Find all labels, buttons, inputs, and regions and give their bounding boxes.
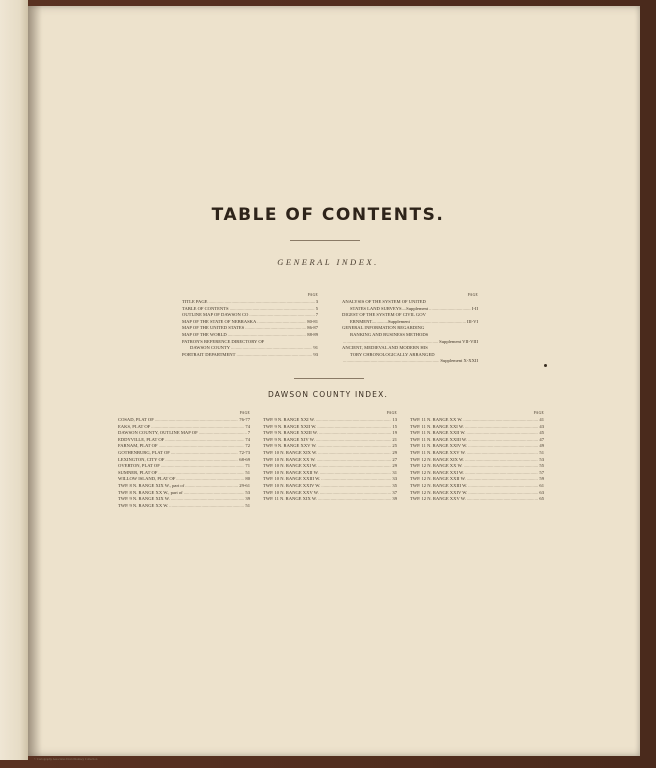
entry-label: EAKS, PLAT OF [118,423,151,429]
entry-page-number: 63 [539,489,544,495]
entry-label: TWP. 11 N. RANGE XX W. [410,417,463,422]
entry-page-number: 71 [245,463,250,469]
index-entry [118,424,250,431]
leader-dots [321,476,391,483]
leader-dots [245,325,306,332]
leader-dots [228,332,307,339]
index-entry [118,450,250,457]
entry-label: BANKING AND BUSINESS METHODS [350,331,429,337]
index-entry [342,299,478,306]
leader-dots [171,496,245,503]
entry-page-number: 47 [539,436,544,442]
index-entry [263,417,397,424]
entry-label: OUTLINE MAP OF DAWSON CO [182,312,249,318]
index-entry [118,503,250,510]
general-index-right-column [342,292,478,365]
index-entry [118,483,250,490]
entry-label: TWP. 12 N. RANGE XXI W. [410,469,465,475]
book-page [28,6,640,756]
entry-label: TWP. 12 N. RANGE XXIV W. [410,489,468,495]
left-page-edge [0,0,28,760]
entry-page-number: 33 [392,476,397,482]
leader-dots [429,306,471,313]
index-entry [118,417,250,424]
leader-dots [321,483,391,490]
entry-label: TWP. 8 N. RANGE XIX W., part of [118,482,185,488]
leader-dots [199,430,247,437]
entry-page-number: 45 [539,430,544,436]
entry-label: TWP. 12 N. RANGE XX W. [410,463,463,469]
entry-label: COSAD, PLAT OF [118,417,154,422]
section-divider [294,378,364,379]
leader-dots [176,476,244,483]
page-column-header: PAGE [386,411,397,415]
entry-page-number: III-VI [467,318,478,324]
title-divider [290,240,360,241]
leader-dots [427,312,477,319]
entry-label: TWP. 11 N. RANGE XXV W. [410,449,466,455]
leader-dots [467,476,539,483]
entry-page-number: Supplement X-XXII [440,358,478,364]
entry-page-number: 88-89 [307,331,318,337]
entry-page-number: 39 [392,496,397,502]
index-entry [182,352,318,359]
leader-dots [319,430,392,437]
entry-page-number: 80-81 [307,318,318,324]
entry-page-number: 51 [245,502,250,508]
index-entry [410,443,544,450]
index-entry [263,470,397,477]
entry-page-number: 72-73 [239,449,250,455]
entry-label: DAWSON COUNTY, OUTLINE MAP OF [118,430,198,436]
entry-page-number: 29 [392,463,397,469]
index-entry [342,332,478,339]
index-entry [410,463,544,470]
entry-label: TWP. 9 N. RANGE XXII W. [263,423,317,429]
index-entry [118,443,250,450]
index-entry [342,312,478,319]
entry-label: DIGEST OF THE SYSTEM OF CIVIL GOV [342,312,426,318]
index-entry [410,470,544,477]
entry-label: TWP. 12 N. RANGE XIX W. [410,456,465,462]
leader-dots [411,319,466,326]
leader-dots [467,496,539,503]
index-entry [342,306,478,313]
entry-label: LEXINGTON, CITY OF [118,456,165,462]
index-entry [342,319,478,326]
entry-page-number: 68-69 [239,456,250,462]
leader-dots [184,490,245,497]
leader-dots [165,457,238,464]
index-entry [182,306,318,313]
leader-dots [249,312,314,319]
entry-label: TWP. 10 N. RANGE XXI W. [263,463,318,469]
entry-label: ANCIENT, MEDIEVAL AND MODERN HIS [342,345,428,351]
index-entry [410,496,544,503]
entry-page-number: 27 [392,456,397,462]
entry-page-number: 5 [315,305,318,311]
page-column-header: PAGE [307,293,318,297]
entry-page-number: 57 [539,469,544,475]
entry-page-number: 15 [392,423,397,429]
leader-dots [465,424,538,431]
leader-dots [343,339,438,346]
index-entry [410,424,544,431]
index-entry [118,476,250,483]
index-entry [118,437,250,444]
entry-label: TORY CHRONOLOGICALLY ARRANGED [350,351,435,357]
entry-label: WILLOW ISLAND, PLAT OF [118,476,176,482]
leader-dots [468,443,538,450]
entry-page-number: 29-61 [239,482,250,488]
entry-label: TWP. 10 N. RANGE XXIII W. [263,476,321,482]
index-entry [263,496,397,503]
index-entry [263,430,397,437]
entry-label: TWP. 9 N. RANGE XIX W. [118,496,170,502]
entry-label: TWP. 12 N. RANGE XXII W. [410,476,466,482]
entry-page-number: 19 [392,430,397,436]
collection-credit: © Cartography Associates David Rumsey Collection [34,757,98,761]
index-entry [263,443,397,450]
entry-label: TWP. 12 N. RANGE XXV W. [410,496,466,502]
entry-page-number: 74 [245,423,250,429]
entry-page-number: 7 [247,430,250,436]
entry-label: TWP. 11 N. RANGE XXII W. [410,430,466,436]
page-mark [544,364,547,367]
leader-dots [468,437,538,444]
index-entry [342,358,478,365]
index-entry [118,470,250,477]
entry-page-number: 72 [245,443,250,449]
leader-dots [436,352,477,359]
leader-dots [165,437,244,444]
page-column-header: PAGE [239,411,250,415]
leader-dots [316,417,392,424]
leader-dots [468,490,538,497]
entry-page-number: 35 [392,482,397,488]
entry-label: TWP. 8 N. RANGE XX W., part of [118,489,183,495]
leader-dots [171,450,238,457]
entry-label: FARNAM, PLAT OF [118,443,158,449]
leader-dots [468,483,538,490]
entry-page-number: I-II [471,305,478,311]
dawson-index-column-2 [263,410,397,503]
entry-page-number: 43 [539,423,544,429]
leader-dots [467,450,539,457]
entry-label: TWP. 10 N. RANGE XXV W. [263,489,319,495]
index-entry [263,424,397,431]
index-entry [118,457,250,464]
leader-dots [318,450,391,457]
entry-label: PORTRAIT DEPARTMENT [182,351,236,357]
leader-dots [151,424,244,431]
index-entry [263,457,397,464]
index-entry [182,339,318,346]
entry-label: TWP. 11 N. RANGE XIX W. [263,496,317,502]
entry-label: TWP. 9 N. RANGE XXI W. [263,417,315,422]
entry-page-number: 51 [245,469,250,475]
entry-page-number: 61 [539,482,544,488]
entry-label: TWP. 10 N. RANGE XXIV W. [263,482,321,488]
page-column-header: PAGE [467,293,478,297]
leader-dots [158,470,244,477]
entry-label: TWP. 9 N. RANGE XX W. [118,502,169,508]
dawson-county-index-title: DAWSON COUNTY INDEX. [267,390,389,399]
leader-dots [320,470,392,477]
index-entry [410,437,544,444]
leader-dots [169,503,244,510]
index-entry [182,332,318,339]
entry-label: DAWSON COUNTY [190,345,231,351]
index-entry [410,457,544,464]
leader-dots [317,457,392,464]
leader-dots [465,457,538,464]
leader-dots [161,463,245,470]
entry-label: TWP. 10 N. RANGE XXII W. [263,469,319,475]
dawson-index-column-1 [118,410,250,509]
entry-page-number: 86-87 [307,325,318,331]
index-entry [263,450,397,457]
leader-dots [208,299,314,306]
entry-label: MAP OF THE WORLD [182,331,227,337]
entry-page-number: 51 [539,449,544,455]
entry-label: TWP. 12 N. RANGE XXIII W. [410,482,468,488]
index-entry [263,490,397,497]
entry-page-number: 59 [539,476,544,482]
general-index-subtitle: GENERAL INDEX. [277,257,379,267]
entry-label: TABLE OF CONTENTS [182,305,229,311]
leader-dots [155,417,239,424]
index-entry [182,299,318,306]
leader-dots [318,496,391,503]
entry-page-number: 55 [539,463,544,469]
entry-page-number: 53 [245,489,250,495]
leader-dots [318,443,392,450]
dawson-index-column-3 [410,410,544,503]
leader-dots [265,339,317,346]
page-column-header: PAGE [533,411,544,415]
leader-dots [425,325,477,332]
entry-label: OVERTON, PLAT OF [118,463,160,469]
entry-label: GENERAL INFORMATION REGARDING [342,325,425,331]
entry-label: ERNMENT..............Supplement [350,318,410,324]
entry-label: TWP. 11 N. RANGE XXIII W. [410,436,467,442]
entry-page-number: 93 [313,351,318,357]
leader-dots [463,417,538,424]
index-entry [342,345,478,352]
entry-page-number: 53 [539,456,544,462]
leader-dots [185,483,238,490]
leader-dots [429,332,477,339]
index-entry [410,476,544,483]
entry-page-number: 49 [539,443,544,449]
index-entry [410,417,544,424]
entry-page-number: 31 [392,469,397,475]
entry-page-number: 76-77 [239,417,250,422]
entry-page-number: 37 [392,489,397,495]
entry-label: EDDYVILLE, PLAT OF [118,436,165,442]
entry-page-number: 39 [245,496,250,502]
leader-dots [320,490,392,497]
entry-label: TWP. 10 N. RANGE XX W. [263,456,316,462]
page-gutter-shadow [28,6,42,756]
index-entry [410,430,544,437]
entry-page-number: 80 [245,476,250,482]
entry-label: SUMNER, PLAT OF [118,469,158,475]
index-entry [410,483,544,490]
index-entry [342,325,478,332]
entry-page-number: 41 [539,417,544,422]
entry-page-number: 74 [245,436,250,442]
index-entry [118,490,250,497]
leader-dots [318,463,391,470]
entry-label: GOTHENBURG, PLAT OF [118,449,170,455]
page-title: TABLE OF CONTENTS. [211,205,445,225]
index-entry [182,312,318,319]
leader-dots [257,319,306,326]
index-entry [263,437,397,444]
leader-dots [343,358,439,365]
leader-dots [464,463,539,470]
leader-dots [429,345,477,352]
entry-label: MAP OF THE UNITED STATES [182,325,245,331]
entry-page-number: 91 [313,345,318,351]
entry-label: STATES LAND SURVEYS....Supplement [350,305,429,311]
index-entry [263,483,397,490]
entry-page-number: 13 [392,417,397,422]
entry-label: MAP OF THE STATE OF NEBRASKA [182,318,257,324]
leader-dots [316,437,392,444]
leader-dots [159,443,245,450]
entry-page-number: 3 [315,299,318,304]
leader-dots [466,430,538,437]
leader-dots [317,424,391,431]
leader-dots [465,470,538,477]
entry-label: TWP. 9 N. RANGE XXV W. [263,443,317,449]
index-entry [410,450,544,457]
index-entry [118,496,250,503]
entry-page-number: Supplement VII-VIII [439,338,478,344]
entry-page-number: 21 [392,436,397,442]
index-entry [263,463,397,470]
entry-page-number: 65 [539,496,544,502]
entry-page-number: 7 [315,312,318,318]
entry-label: TWP. 9 N. RANGE XIV W. [263,436,315,442]
index-entry [182,345,318,352]
leader-dots [230,306,315,313]
leader-dots [427,299,477,306]
index-entry [118,430,250,437]
entry-label: TWP. 11 N. RANGE XXI W. [410,423,464,429]
entry-label: PATRON'S REFERENCE DIRECTORY OF [182,338,265,344]
general-index-left-column [182,292,318,358]
entry-page-number: 29 [392,449,397,455]
leader-dots [236,352,312,359]
entry-label: TWP. 11 N. RANGE XXIV W. [410,443,468,449]
entry-label: TITLE PAGE [182,299,208,304]
index-entry [182,319,318,326]
index-entry [342,352,478,359]
entry-page-number: 25 [392,443,397,449]
entry-label: TWP. 10 N. RANGE XIX W. [263,449,318,455]
entry-label: ANALYSIS OF THE SYSTEM OF UNITED [342,299,426,304]
leader-dots [231,345,312,352]
entry-label: TWP. 9 N. RANGE XXIII W. [263,430,318,436]
index-entry [118,463,250,470]
index-entry [342,339,478,346]
index-entry [182,325,318,332]
index-entry [263,476,397,483]
index-entry [410,490,544,497]
